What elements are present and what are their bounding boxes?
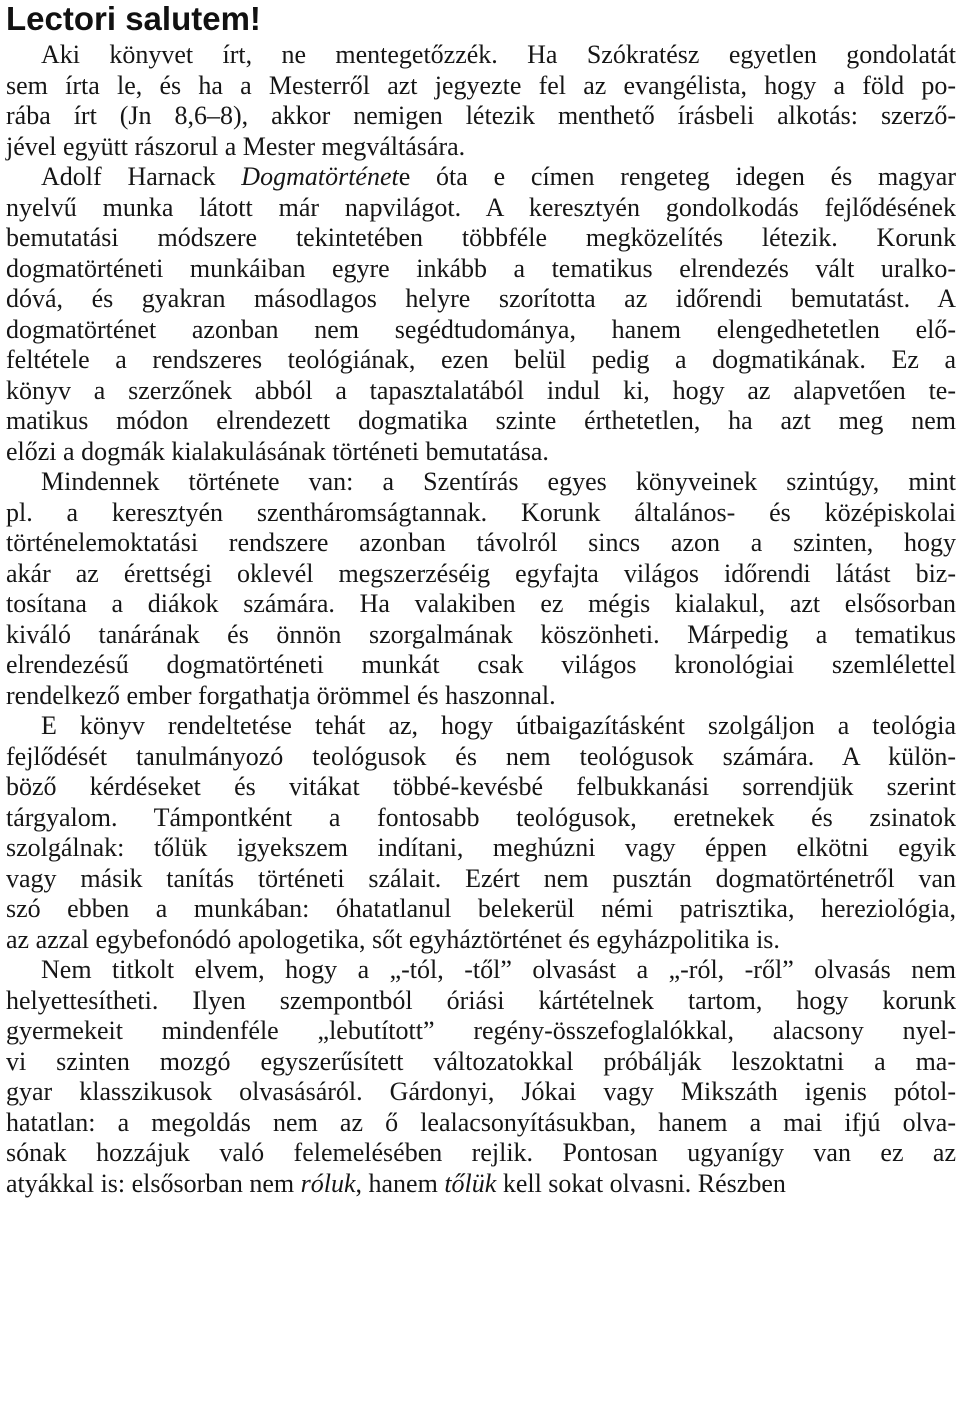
italic-segment: Dogmatörténet bbox=[241, 162, 399, 191]
text-line: dogmatörténet azonban nem segédtudománya, hanem elengedhetetlen elő- bbox=[6, 314, 956, 344]
text-line: vi szinten mozgó egyszerűsített változatokkal próbálják leszoktatni a ma- bbox=[6, 1046, 956, 1076]
text-line: tárgyalom. Támpontként a fontosabb teológusok, eretnekek és zsinatok bbox=[6, 802, 956, 832]
text-line: vagy másik tanítás történeti szálait. Ezért nem pusztán dogmatörténetről van bbox=[6, 863, 956, 893]
text-line: sónak hozzájuk való felemelésében rejlik. Pontosan ugyanígy van ez az bbox=[6, 1138, 956, 1167]
text-line: elrendezésű dogmatörténeti munkát csak világos kronológiai szemlélettel bbox=[6, 650, 956, 679]
text-line: tosítana a diákok számára. Ha valakiben ez mégis kialakul, azt elsősorban bbox=[6, 589, 956, 618]
text-line: szolgálnak: tőlük igyekszem indítani, meghúzni vagy éppen elkötni egyik bbox=[6, 833, 956, 862]
text-line: fejlődését tanulmányozó teológusok és nem teológusok számára. A külön- bbox=[6, 741, 956, 771]
text-line: az azzal egybefonódó apologetika, sőt egyháztörténet és egyházpolitika is. bbox=[6, 924, 780, 954]
text-line: sem írta le, és ha a Mesterről azt jegyezte fel az evangélista, hogy a föld po- bbox=[6, 70, 956, 100]
text-line: szó ebben a munkában: óhatatlanul belekerül némi patrisztika, hereziológia, bbox=[6, 894, 956, 923]
text-line: jével együtt rászorul a Mester megváltására. bbox=[6, 131, 466, 161]
text-line: akár az érettségi oklevél megszerzéséig egyfajta világos időrendi látást biz- bbox=[6, 558, 956, 588]
text-segment: kell sokat olvasni. Részben bbox=[496, 1168, 786, 1198]
paragraph bbox=[6, 40, 956, 162]
document-body bbox=[6, 40, 956, 1199]
text-line: kiváló tanárának és önnön szorgalmának köszönheti. Márpedig a tematikus bbox=[6, 619, 956, 649]
document-page bbox=[6, 0, 956, 1199]
text-line: helyettesítheti. Ilyen szempontból óriási kártételnek tartom, hogy korunk bbox=[6, 985, 956, 1015]
text-line: hatatlan: a megoldás nem az ő lealacsonyításukban, hanem a mai ifjú olva- bbox=[6, 1107, 956, 1137]
paragraph bbox=[6, 711, 956, 955]
paragraph bbox=[6, 955, 956, 1199]
text-segment: , hanem bbox=[355, 1168, 445, 1198]
italic-segment: róluk bbox=[300, 1168, 356, 1198]
text-line: Mindennek története van: a Szentírás egyes könyveinek szintúgy, mint bbox=[41, 467, 956, 496]
paragraph bbox=[6, 162, 956, 467]
text-line: gyermekeit mindenféle „lebutított” regény-összefoglalókkal, alacsony nyel- bbox=[6, 1016, 956, 1045]
paragraph bbox=[6, 467, 956, 711]
text-line bbox=[6, 1169, 956, 1200]
text-line: Nem titkolt elvem, hogy a „-tól, -től” olvasást a „-ról, -ről” olvasás nem bbox=[41, 955, 956, 984]
text-segment: Adolf Harnack bbox=[41, 162, 242, 191]
text-line: könyv a szerzőnek abból a tapasztalatából indul ki, hogy az alapvetően te- bbox=[6, 375, 956, 405]
text-line: történelemoktatási rendszere azonban távolról sincs azon a szinten, hogy bbox=[6, 528, 956, 557]
text-line: bemutatási módszere tekintetében többféle megközelítés létezik. Korunk bbox=[6, 223, 956, 252]
text-line: E könyv rendeltetése tehát az, hogy útbaigazításként szolgáljon a teológia bbox=[41, 711, 956, 740]
page-title: Lectori salutem! bbox=[6, 0, 261, 37]
text-line bbox=[6, 162, 956, 193]
text-line: dóvá, és gyakran másodlagos helyre szorította az időrendi bemutatást. A bbox=[6, 284, 956, 313]
italic-segment: tőlük bbox=[444, 1168, 497, 1198]
text-line: nyelvű munka látott már napvilágot. A keresztyén gondolkodás fejlődésének bbox=[6, 192, 956, 222]
text-segment: atyákkal is: elsősorban nem bbox=[6, 1168, 301, 1198]
text-line: előzi a dogmák kialakulásának történeti bemutatása. bbox=[6, 436, 549, 466]
text-line: rába írt (Jn 8,6–8), akkor nemigen létezik menthető írásbeli alkotás: szerző- bbox=[6, 101, 956, 130]
text-line: gyar klasszikusok olvasásáról. Gárdonyi, Jókai vagy Mikszáth igenis pótol- bbox=[6, 1077, 956, 1106]
text-line: rendelkező ember forgathatja örömmel és haszonnal. bbox=[6, 680, 556, 710]
text-line: böző kérdéseket és vitákat többé-kevésbé felbukkanási sorrendjük szerint bbox=[6, 772, 956, 801]
text-line: feltétele a rendszeres teológiának, ezen belül pedig a dogmatikának. Ez a bbox=[6, 345, 956, 374]
text-line: Aki könyvet írt, ne mentegetőzzék. Ha Szókratész egyetlen gondolatát bbox=[41, 40, 956, 69]
text-segment: e óta e címen rengeteg idegen és magyar bbox=[398, 162, 957, 191]
text-line: pl. a keresztyén szentháromságtannak. Korunk általános- és középiskolai bbox=[6, 497, 956, 527]
text-line: dogmatörténeti munkáiban egyre inkább a tematikus elrendezés vált uralko- bbox=[6, 253, 956, 283]
text-line: matikus módon elrendezett dogmatika szinte érthetetlen, ha azt meg nem bbox=[6, 406, 956, 435]
